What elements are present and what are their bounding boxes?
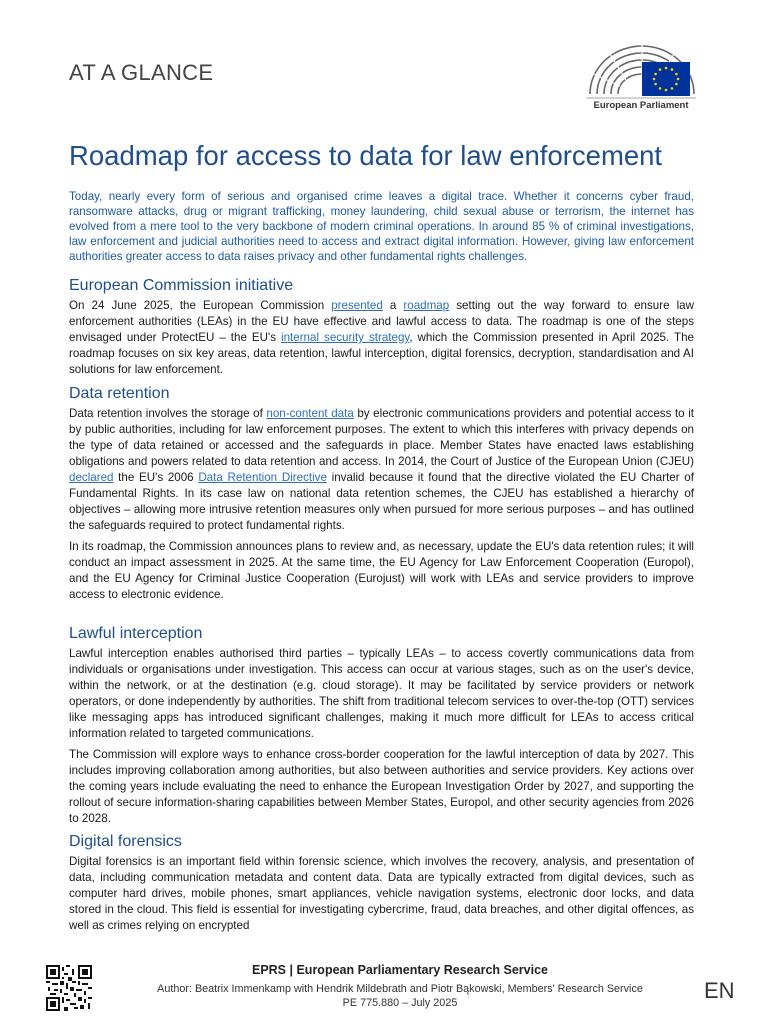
internal-security-strategy-link[interactable]: internal security strategy	[281, 331, 410, 344]
document-type-label: AT A GLANCE	[69, 60, 214, 85]
intro-paragraph: Today, nearly every form of serious and organised crime leaves a digital trace. Whether it concerns cyber fraud, ransomware attacks, drug or migrant trafficking, money laundering, child sexual abuse or terrorism, the internet has evolved from a mere tool to the very backbone of modern criminal operations. In around 85 % of criminal investigations, law enforcement and judicial authorities need to access and extract digital information. However, giving law enforcement authorities greater access to data raises privacy and other fundamental rights challenges.	[69, 190, 694, 263]
section-lawful-interception	[69, 624, 694, 832]
roadmap-link[interactable]: roadmap	[403, 299, 450, 312]
page-title: Roadmap for access to data for law enforcement	[69, 140, 663, 171]
qr-code-icon	[46, 965, 92, 1011]
section-digital-forensics	[69, 832, 694, 939]
presented-link[interactable]: presented	[331, 299, 383, 312]
non-content-data-link[interactable]: non-content data	[266, 407, 354, 420]
language-label: EN	[704, 978, 735, 1003]
section-commission-initiative	[69, 276, 694, 383]
footer-author: Author: Beatrix Immenkamp with Hendrik Mildebrath and Piotr Bąkowski, Members' Research Service	[157, 983, 643, 995]
section-heading: European Commission initiative	[69, 277, 294, 294]
section-paragraph: Data retention involves the storage of non-content data by electronic communications providers and potential access to it by public authorities, including for law enforcement purposes. The extent to which this interferes with privacy depends on the type of data retained or accessed and the safeguards in place. Member States have enacted laws establishing obligations and powers related to data retention and access. In 2014, the Court of Justice of the European Union (CJEU) declared the EU's 2006 Data Retention Directive invalid because it found that the directive violated the EU Charter of Fundamental Rights. In its case law on national data retention schemes, the CJEU has established a hierarchy of objectives – allowing more intrusive retention measures only when pursued for more serious purposes – and has outlined the safeguards required to protect fundamental rights.	[69, 407, 694, 532]
declared-link[interactable]: declared	[69, 471, 114, 484]
logo-caption: European Parliament	[593, 100, 689, 111]
footer-reference: PE 775.880 – July 2025	[342, 997, 458, 1009]
section-heading: Data retention	[69, 385, 170, 402]
section-paragraph: On 24 June 2025, the European Commission presented a roadmap setting out the way forward to ensure law enforcement authorities (LEAs) in the EU have effective and lawful access to data. The roadmap is one of the steps envisaged under ProtectEU – the EU's internal security strategy, which the Commission presented in April 2025. The roadmap focuses on six key areas, data retention, lawful interception, digital forensics, decryption, standardisation and AI solutions for law enforcement.	[69, 299, 694, 376]
european-parliament-logo	[582, 38, 700, 116]
section-paragraph: The Commission will explore ways to enhance cross-border cooperation for the lawful interception of data by 2027. This includes improving collaboration among authorities, but also between authorities and service providers. Key actions over the coming years include evaluating the need to enhance the European Investigation Order by 2027, and supporting the rollout of secure information-sharing capabilities between Member States, Europol, and other security agencies from 2026 to 2028.	[69, 748, 694, 825]
parliament-hemicycle-icon	[582, 38, 700, 100]
section-paragraph: In its roadmap, the Commission announces plans to review and, as necessary, update the EU's data retention rules; it will conduct an impact assessment in 2025. At the same time, the EU Agency for Law Enforcement Cooperation (Europol), and the EU Agency for Criminal Justice Cooperation (Eurojust) will work with LEAs and service providers to improve access to electronic evidence.	[69, 540, 694, 601]
section-paragraph: Digital forensics is an important field within forensic science, which involves the recovery, analysis, and presentation of data, including communication metadata and content data. Data are typically extracted from digital devices, such as computer hard drives, mobile phones, smart appliances, vehicle navigation systems, electronic door locks, and data stored in the cloud. This field is essential for investigating cybercrime, fraud, data breaches, and other digital offences, as well as crimes relying on encrypted	[69, 855, 694, 932]
section-heading: Digital forensics	[69, 833, 182, 850]
section-heading: Lawful interception	[69, 625, 203, 642]
section-paragraph: Lawful interception enables authorised third parties – typically LEAs – to access covertly communications data from individuals or organisations under investigation. This access can occur at various stages, such as on the user's device, within the network, or at the destination (e.g. cloud storage). It may be facilitated by service providers or network operators, or done independently by authorities. The shift from traditional telecom services to over-the-top (OTT) services like messaging apps has introduced significant challenges, making it much more difficult for LEAs to access critical information related to targeted communications.	[69, 647, 694, 740]
footer-organisation: EPRS | European Parliamentary Research Service	[251, 963, 548, 977]
section-data-retention	[69, 384, 694, 608]
data-retention-directive-link[interactable]: Data Retention Directive	[198, 471, 327, 484]
